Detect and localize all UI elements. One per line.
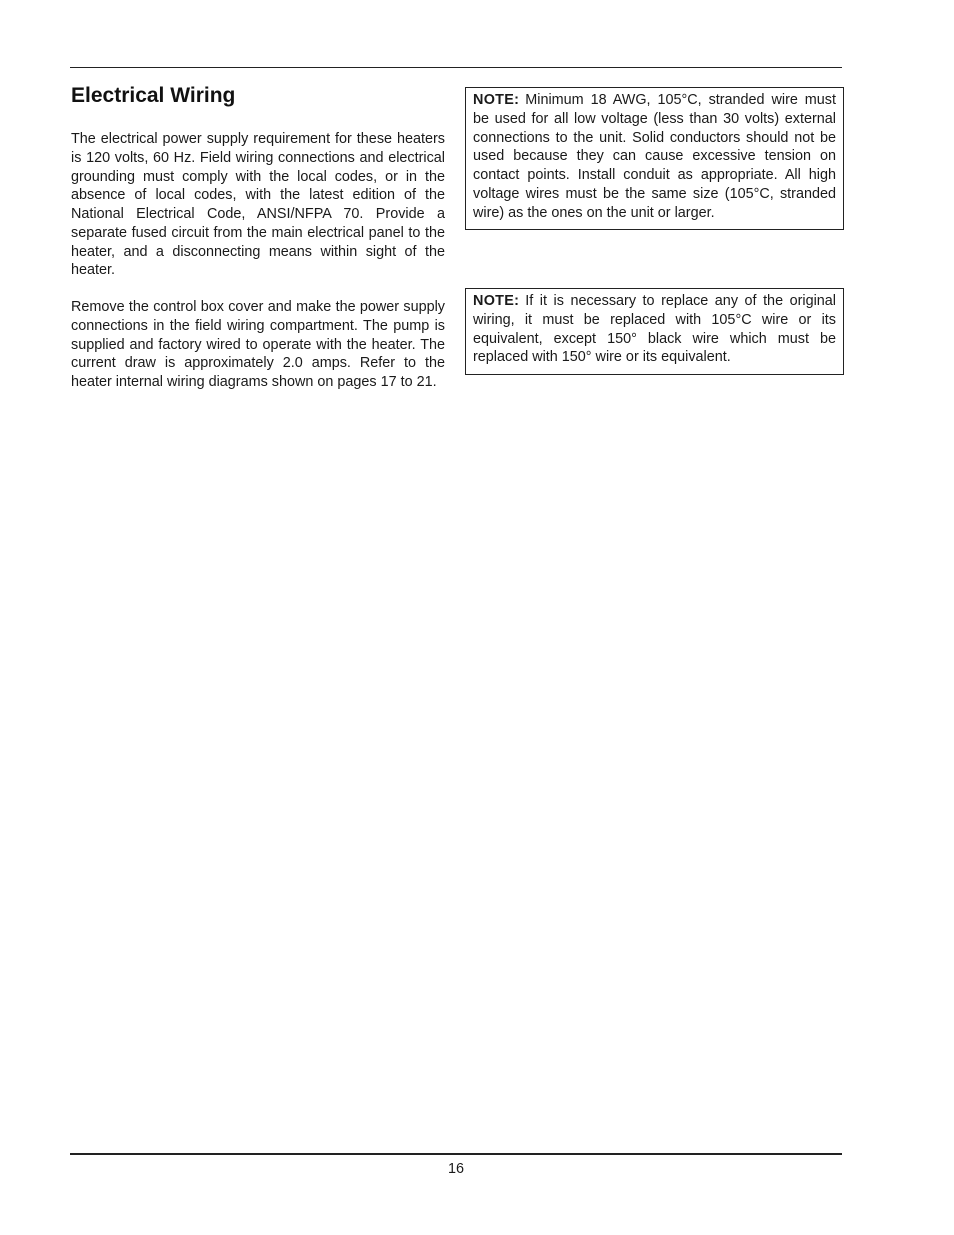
- section-title: Electrical Wiring: [71, 84, 236, 107]
- note-box-replacement-wiring: [465, 288, 844, 375]
- body-paragraph-connections: Remove the control box cover and make the power supply connections in the field wiring compartment. The pump is supplied and factory wired to operate with the heater. The current draw is approximately 2.0 amps. Refer to the heater internal wiring diagrams shown on pages 17 to 21.: [71, 299, 445, 390]
- note-text: Minimum 18 AWG, 105°C, stranded wire must be used for all low voltage (less than 30 volts) external connections to the unit. Solid conductors should not be used because they can cause excessive tension on contact points. Install conduit as appropriate. All high voltage wires must be the same size (105°C, stranded wire) as the ones on the unit or larger.: [473, 92, 836, 221]
- main-column: [71, 82, 445, 410]
- header-rule: [70, 67, 842, 68]
- page-number: 16: [447, 1161, 464, 1177]
- note-label: NOTE:: [473, 293, 520, 309]
- body-paragraph-power-supply: The electrical power supply requirement for these heaters is 120 volts, 60 Hz. Field wiring connections and electrical grounding must comply with the local codes, or in the absence of local codes, with the latest edition of the National Electrical Code, ANSI/NFPA 70. Provide a separate fused circuit from the main electrical panel to the heater, and a disconnecting means within sight of the heater.: [71, 131, 445, 279]
- note-label: NOTE:: [473, 92, 520, 108]
- footer-rule: [70, 1153, 842, 1155]
- note-text: If it is necessary to replace any of the original wiring, it must be replaced with 105°C wire or its equivalent, except 150° black wire which must be replaced with 150° wire or its equivalent.: [473, 293, 836, 366]
- note-box-wire-requirements: [465, 87, 844, 230]
